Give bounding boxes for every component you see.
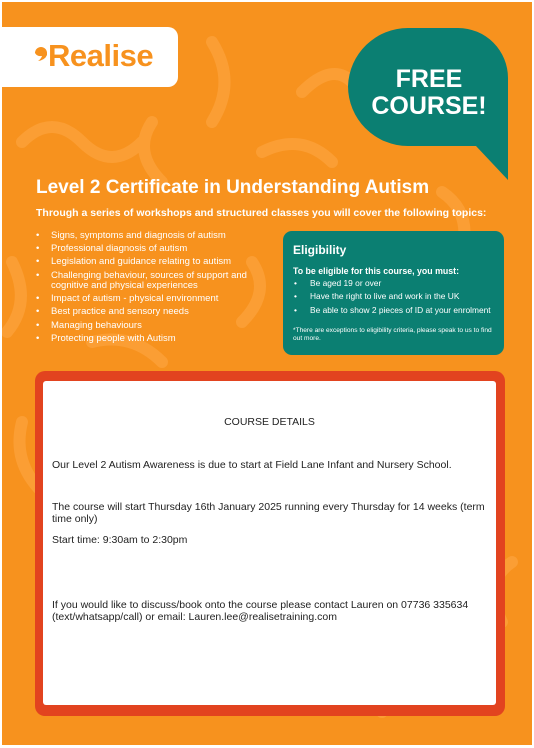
course-flyer: [2, 2, 532, 745]
eligibility-item-text: Have the right to live and work in the UK: [310, 291, 460, 302]
eligibility-note: *There are exceptions to eligibility criteria, please speak to us to find out more.: [293, 327, 492, 342]
list-item: • Be aged 19 or over: [294, 278, 382, 288]
badge-line-course: COURSE!: [371, 92, 487, 120]
eligibility-panel: [283, 231, 504, 355]
topic-text: Challenging behaviour, sources of support and cognitive and physical experiences: [51, 269, 247, 292]
topic-text: Legislation and guidance relating to autism: [51, 256, 232, 268]
topic-text: Protecting people with Autism: [51, 332, 176, 344]
course-details-frame: [35, 371, 505, 716]
eligibility-title: Eligibility: [293, 243, 347, 257]
details-schedule: The course will start Thursday 16th January 2025 running every Thursday for 14 weeks (term time only): [52, 501, 485, 525]
course-title: Level 2 Certificate in Understanding Autism: [36, 177, 430, 198]
list-item: • Best practice and sensory needs: [36, 306, 189, 318]
eligibility-item-text: Be aged 19 or over: [310, 278, 382, 288]
topic-text: Impact of autism - physical environment: [51, 293, 219, 305]
details-venue: Our Level 2 Autism Awareness is due to start at Field Lane Infant and Nursery School.: [52, 459, 452, 471]
list-item: • Signs, symptoms and diagnosis of autism: [36, 230, 226, 241]
topic-text: Signs, symptoms and diagnosis of autism: [51, 230, 226, 241]
eligibility-list: [293, 279, 498, 319]
details-heading: COURSE DETAILS: [224, 416, 315, 428]
eligibility-intro: To be eligible for this course, you must:: [293, 266, 460, 276]
list-item: • Have the right to live and work in the UK: [294, 291, 460, 302]
course-details-card: [43, 381, 496, 705]
topic-text: Professional diagnosis of autism: [51, 243, 188, 255]
logo-mark-icon: [35, 47, 47, 61]
eligibility-item-text: Be able to show 2 pieces of ID at your enrolment: [310, 304, 491, 315]
logo-panel: [2, 27, 178, 87]
badge-line-free: FREE: [395, 65, 463, 93]
topic-text: Managing behaviours: [51, 319, 142, 331]
list-item: • Be able to show 2 pieces of ID at your enrolment: [294, 304, 491, 315]
logo-wordmark: Realise: [48, 38, 154, 73]
course-subtitle: Through a series of workshops and structured classes you will cover the following topics:: [36, 207, 487, 219]
topic-text: Best practice and sensory needs: [51, 306, 189, 318]
topics-list: [35, 231, 265, 347]
list-item: • Impact of autism - physical environment: [36, 293, 219, 305]
list-item: • Legislation and guidance relating to autism: [36, 256, 232, 268]
list-item: • Managing behaviours: [36, 319, 142, 331]
list-item: • Professional diagnosis of autism: [36, 243, 188, 255]
list-item: • Challenging behaviour, sources of support and cognitive and physical experiences: [36, 269, 247, 292]
details-contact: If you would like to discuss/book onto the course please contact Lauren on 07736 335634 (text/whatsapp/call) or email: Lauren.lee@realisetraining.com: [52, 599, 469, 623]
details-start-time: Start time: 9:30am to 2:30pm: [52, 534, 188, 546]
list-item: • Protecting people with Autism: [36, 332, 176, 344]
free-course-badge: [360, 66, 498, 120]
